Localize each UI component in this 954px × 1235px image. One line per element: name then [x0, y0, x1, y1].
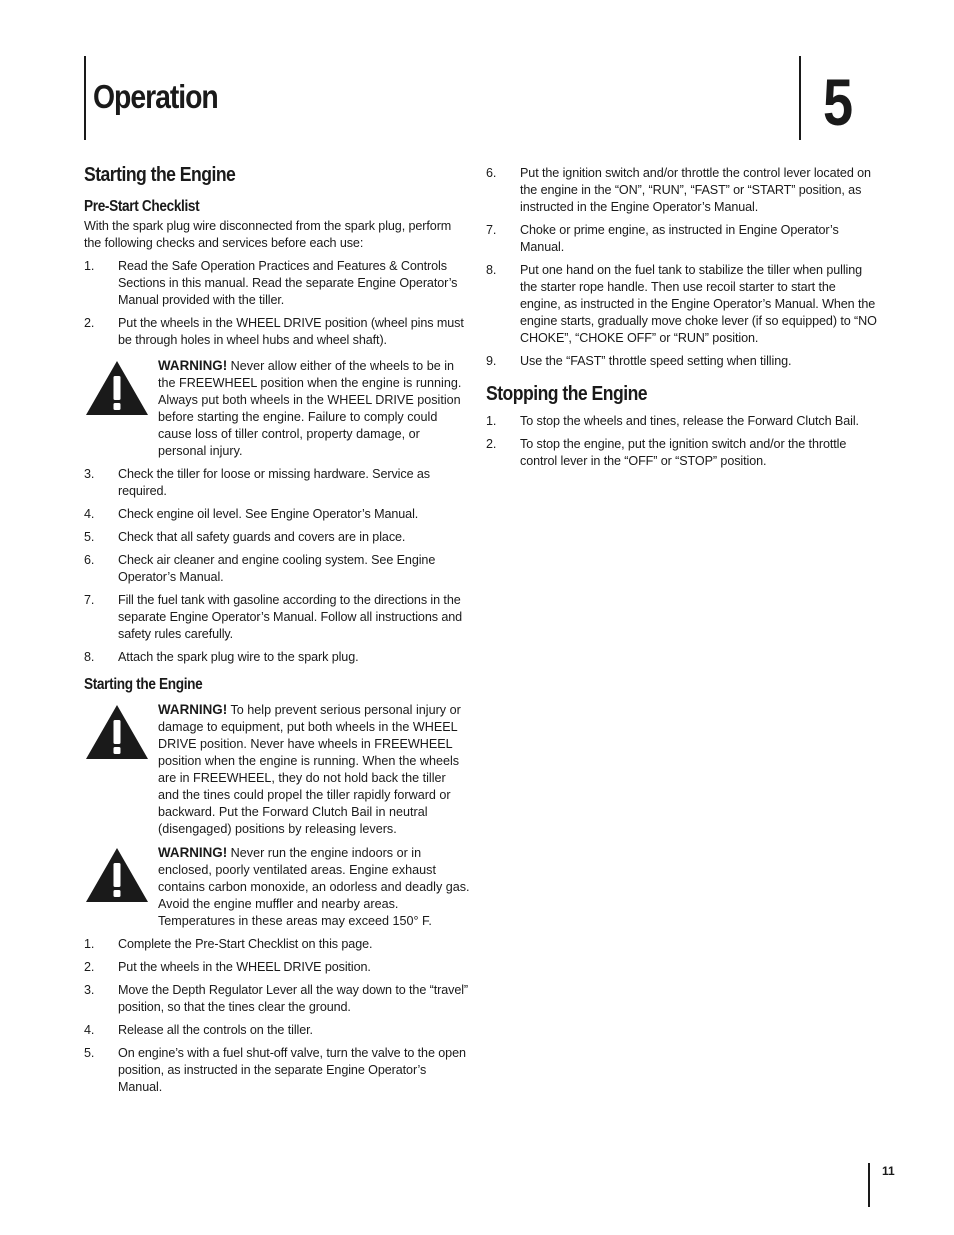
list-item	[84, 506, 470, 523]
list-text: Put the ignition switch and/or throttle the control lever located on the engine in the “ON”, “RUN”, “FAST” or “START” position, as instructed in the Engine Operator’s Manual.	[520, 166, 871, 214]
warning-body: To help prevent serious personal injury or damage to equipment, put both wheels in the WHEEL DRIVE position. Never have wheels in FREEWHEEL position when the engine is running. When the wheels are in FREEWHEEL, they do not hold back the tiller and the tines could propel the tiller rapidly forward or backward. Put the Forward Clutch Bail in neutral (disengaged) positions by releasing levers.	[158, 703, 461, 836]
list-item	[84, 1045, 470, 1096]
starting-list-continued	[486, 165, 878, 370]
list-item	[84, 649, 470, 666]
list-item	[486, 436, 878, 470]
warning-block-carbon-monoxide	[84, 844, 470, 930]
list-number: 5.	[84, 1046, 95, 1060]
list-text: Check engine oil level. See Engine Operator’s Manual.	[118, 507, 419, 521]
list-number: 4.	[84, 1023, 95, 1037]
list-item	[486, 165, 878, 216]
list-item	[84, 315, 470, 349]
list-text: Choke or prime engine, as instructed in Engine Operator’s Manual.	[520, 223, 839, 254]
list-text: Read the Safe Operation Practices and Features & Controls Sections in this manual. Read the separate Engine Operator’s Manual provided with the tiller.	[118, 259, 458, 307]
list-text: Check that all safety guards and covers are in place.	[118, 530, 406, 544]
warning-text	[158, 701, 470, 838]
list-text: Check air cleaner and engine cooling system. See Engine Operator’s Manual.	[118, 553, 436, 584]
list-text: Put the wheels in the WHEEL DRIVE position (wheel pins must be through holes in wheel hubs and wheel shaft).	[118, 316, 464, 347]
list-item	[84, 982, 470, 1016]
list-text: To stop the engine, put the ignition switch and/or the throttle control lever in the “OFF” or “STOP” position.	[520, 437, 847, 468]
page-number-rule	[868, 1163, 870, 1207]
title-rule	[84, 56, 86, 140]
list-number: 6.	[84, 553, 95, 567]
list-item	[84, 1022, 470, 1039]
list-number: 4.	[84, 507, 95, 521]
warning-block-freewheel	[84, 357, 470, 460]
subsection-title-starting: Starting the Engine	[84, 676, 203, 693]
warning-label: WARNING!	[158, 845, 228, 860]
list-number: 2.	[486, 437, 497, 451]
chapter-rule	[799, 56, 801, 140]
list-text: Use the “FAST” throttle speed setting when tilling.	[520, 354, 792, 368]
list-text: Complete the Pre-Start Checklist on this page.	[118, 937, 373, 951]
warning-text	[158, 844, 470, 930]
list-item	[486, 353, 878, 370]
list-item	[84, 552, 470, 586]
list-item	[486, 413, 878, 430]
list-number: 2.	[84, 316, 95, 330]
list-number: 3.	[84, 983, 95, 997]
prestart-list-a	[84, 258, 470, 349]
prestart-list-b	[84, 466, 470, 666]
section-title-starting: Starting the Engine	[84, 164, 236, 186]
list-item	[84, 258, 470, 309]
list-item	[84, 466, 470, 500]
list-number: 9.	[486, 354, 497, 368]
list-item	[84, 529, 470, 546]
list-text: To stop the wheels and tines, release the Forward Clutch Bail.	[520, 414, 859, 428]
warning-text	[158, 357, 470, 460]
list-number: 1.	[84, 937, 95, 951]
warning-icon	[84, 844, 158, 930]
list-number: 5.	[84, 530, 95, 544]
list-item	[486, 222, 878, 256]
list-item	[486, 262, 878, 347]
list-text: Check the tiller for loose or missing hardware. Service as required.	[118, 467, 430, 498]
warning-icon	[84, 357, 158, 460]
list-number: 1.	[486, 414, 497, 428]
list-text: Fill the fuel tank with gasoline according to the directions in the separate Engine Operator’s Manual. Follow all instructions and safety rules carefully.	[118, 593, 463, 641]
chapter-number: 5	[823, 65, 854, 139]
list-number: 8.	[84, 650, 95, 664]
list-text: Attach the spark plug wire to the spark plug.	[118, 650, 359, 664]
list-number: 7.	[486, 223, 497, 237]
list-number: 6.	[486, 166, 497, 180]
warning-label: WARNING!	[158, 702, 228, 717]
list-item	[84, 592, 470, 643]
list-number: 8.	[486, 263, 497, 277]
list-number: 3.	[84, 467, 95, 481]
warning-body: Never run the engine indoors or in enclosed, poorly ventilated areas. Engine exhaust contains carbon monoxide, an odorless and deadly gas. Avoid the engine muffler and nearby areas. Temperatures in these areas may exceed 150° F.	[158, 846, 470, 928]
warning-block-wheel-drive	[84, 701, 470, 838]
prestart-intro: With the spark plug wire disconnected from the spark plug, perform the following checks and services before each use:	[84, 219, 452, 250]
list-number: 2.	[84, 960, 95, 974]
warning-body: Never allow either of the wheels to be in the FREEWHEEL position when the engine is running. Always put both wheels in the WHEEL DRIVE position before starting the engine. Failure to comply could cause loss of tiller control, property damage, or personal injury.	[158, 359, 462, 458]
list-text: Put the wheels in the WHEEL DRIVE position.	[118, 960, 371, 974]
list-text: Put one hand on the fuel tank to stabilize the tiller when pulling the starter rope handle. Then use recoil starter to start the engine, as instructed in the Engine Operator’s Manual. When the engine starts, gradually move choke lever (if so equipped) to “NO CHOKE”, “CHOKE OFF” or “RUN” position.	[520, 263, 877, 345]
warning-icon	[84, 701, 158, 838]
list-number: 1.	[84, 259, 95, 273]
stopping-list	[486, 413, 878, 470]
page-title: Operation	[93, 78, 218, 115]
list-item	[84, 959, 470, 976]
section-title-stopping: Stopping the Engine	[486, 383, 648, 405]
list-item	[84, 936, 470, 953]
page-number: 11	[882, 1164, 895, 1178]
warning-label: WARNING!	[158, 358, 228, 373]
list-text: Move the Depth Regulator Lever all the way down to the “travel” position, so that the tines clear the ground.	[118, 983, 469, 1014]
list-number: 7.	[84, 593, 95, 607]
right-column	[486, 165, 878, 476]
left-column	[84, 164, 470, 1102]
starting-list	[84, 936, 470, 1096]
list-text: Release all the controls on the tiller.	[118, 1023, 313, 1037]
subsection-title-prestart: Pre-Start Checklist	[84, 198, 200, 215]
list-text: On engine’s with a fuel shut-off valve, turn the valve to the open position, as instructed in the separate Engine Operator’s Manual.	[118, 1046, 466, 1094]
